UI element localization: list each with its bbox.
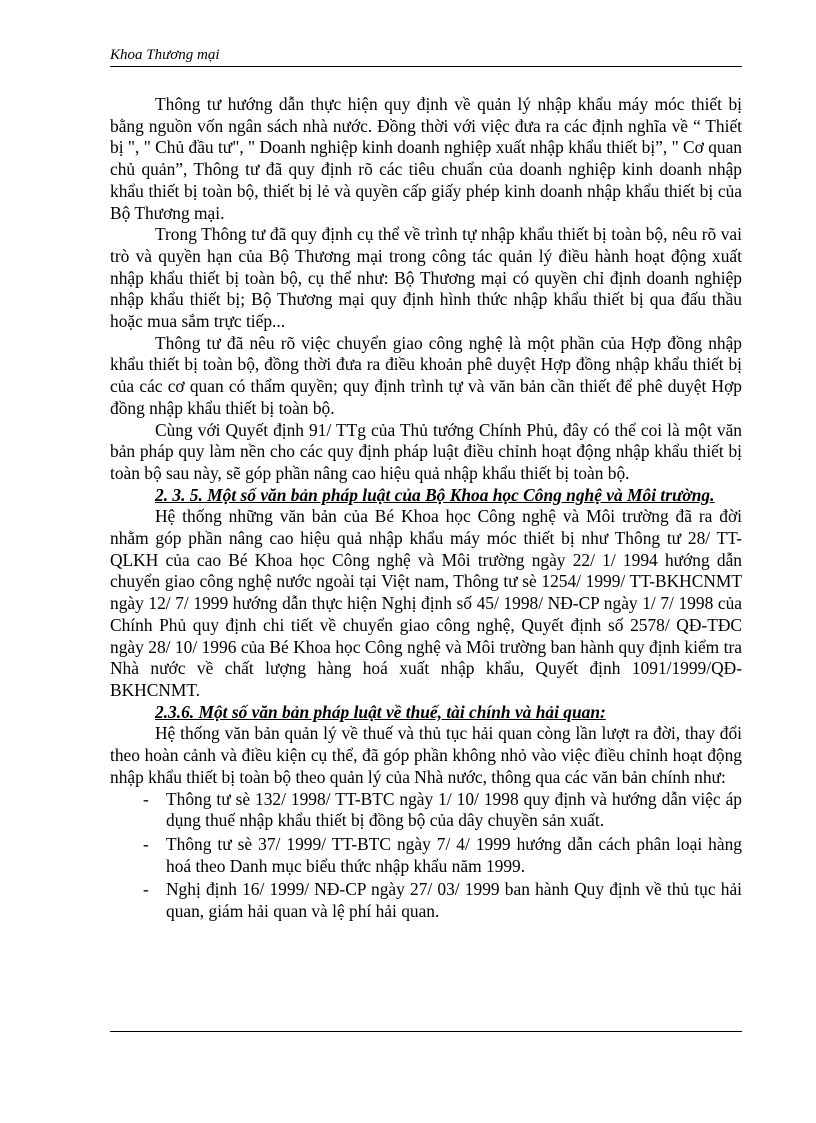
paragraph: Trong Thông tư đã quy định cụ thể về trình tự nhập khẩu thiết bị toàn bộ, nêu rõ vai trò và quyền hạn của Bộ Thương mại trong công tác quản lý điều hành hoạt động xuất nhập khẩu thiết bị toàn bộ, cụ thể như: Bộ Thương mại có quyền chỉ định doanh nghiệp nhập khẩu thiết bị; Bộ Thương mại quy định hình thức nhập khẩu thiết bị qua đấu thầu hoặc mua sắm trực tiếp... [110, 224, 742, 332]
list-marker: - [143, 788, 149, 809]
paragraph: Thông tư hướng dẫn thực hiện quy định về quản lý nhập khẩu máy móc thiết bị bằng nguồn vốn ngân sách nhà nước. Đồng thời với việc đưa ra các định nghĩa về “ Thiết bị ", " Chủ đầu tư", " Doanh nghiệp kinh doanh nghiệp xuất nhập khẩu thiết bị”, " Cơ quan chủ quản”, Thông tư đã quy định rõ các tiêu chuẩn của doanh nghiệp kinh doanh nhập khẩu thiết bị toàn bộ, thiết bị lẻ và quyền cấp giấy phép kinh doanh nhập khẩu thiết bị của Bộ Thương mại. [110, 94, 742, 223]
section-heading: 2.3.6. Một số văn bản pháp luật về thuế, tài chính và hải quan: [155, 701, 606, 722]
list-item [110, 879, 742, 922]
section-heading: 2. 3. 5. Một số văn bản pháp luật của Bộ Khoa học Công nghệ và Môi trường. [155, 484, 715, 505]
paragraph: Thông tư đã nêu rõ việc chuyển giao công nghệ là một phần của Hợp đồng nhập khẩu thiết bị toàn bộ, đồng thời đưa ra điều khoản phê duyệt Hợp đồng nhập khẩu thiết bị của các cơ quan có thẩm quyền; quy định trình tự và văn bản cần thiết để phê duyệt Hợp đồng nhập khẩu thiết bị toàn bộ. [110, 332, 742, 418]
paragraph: Hệ thống văn bản quản lý về thuế và thủ tục hải quan còng lần lượt ra đời, thay đổi theo hoàn cảnh và điều kiện cụ thể, đã góp phần không nhỏ vào việc điều chỉnh hoạt động nhập khẩu thiết bị toàn bộ theo quản lý của Nhà nước, thông qua các văn bản chính như: [110, 723, 742, 787]
list-marker: - [143, 879, 149, 900]
footer-divider [110, 1031, 742, 1032]
list-marker: - [143, 833, 149, 854]
header-title: Khoa Thương mại [110, 47, 220, 63]
list-item-text: Thông tư sè 132/ 1998/ TT-BTC ngày 1/ 10/ 1998 quy định và hướng dẫn việc áp dụng thuế nhập khẩu thiết bị đồng bộ của dây chuyền sản xuất. [166, 788, 742, 831]
list-item [110, 834, 742, 877]
list-item-text: Thông tư sè 37/ 1999/ TT-BTC ngày 7/ 4/ 1999 hướng dẫn cách phân loại hàng hoá theo Danh mục biểu thức nhập khẩu năm 1999. [166, 833, 742, 876]
regulation-list [110, 789, 742, 923]
page-header [110, 44, 742, 67]
paragraph: Hệ thống những văn bản của Bé Khoa học Công nghệ và Môi trường đã ra đời nhằm góp phần nâng cao hiệu quả nhập khẩu máy móc thiết bị như Thông tư 28/ TT-QLKH của cao Bé Khoa học Công nghệ và Môi trường ngày 22/ 1/ 1994 hướng dẫn chuyển giao công nghệ nước ngoài tại Việt nam, Thông tư sè 1254/ 1999/ TT-BKHCNMT ngày 12/ 7/ 1999 hướng dẫn thực hiện Nghị định số 45/ 1998/ NĐ-CP ngày 1/ 7/ 1998 của Chính Phủ quy định chi tiết về chuyển giao công nghệ, Quyết định số 2578/ QĐ-TĐC ngày 28/ 10/ 1996 của Bé Khoa học Công nghệ và Môi trường ban hành quy định kiểm tra Nhà nước về chất lượng hàng hoá xuất nhập khẩu, Quyết định 1091/1999/QĐ-BKHCNMT. [110, 506, 742, 700]
list-item [110, 789, 742, 832]
list-item-text: Nghị định 16/ 1999/ NĐ-CP ngày 27/ 03/ 1999 ban hành Quy định về thủ tục hải quan, giám hải quan và lệ phí hải quan. [166, 879, 742, 922]
paragraph: Cùng với Quyết định 91/ TTg của Thủ tướng Chính Phủ, đây có thể coi là một văn bản pháp quy làm nền cho các quy định pháp luật điều chỉnh hoạt động nhập khẩu thiết bị toàn bộ sau này, sẽ góp phần nâng cao hiệu quả nhập khẩu thiết bị toàn bộ. [110, 419, 742, 483]
document-body [110, 94, 742, 925]
